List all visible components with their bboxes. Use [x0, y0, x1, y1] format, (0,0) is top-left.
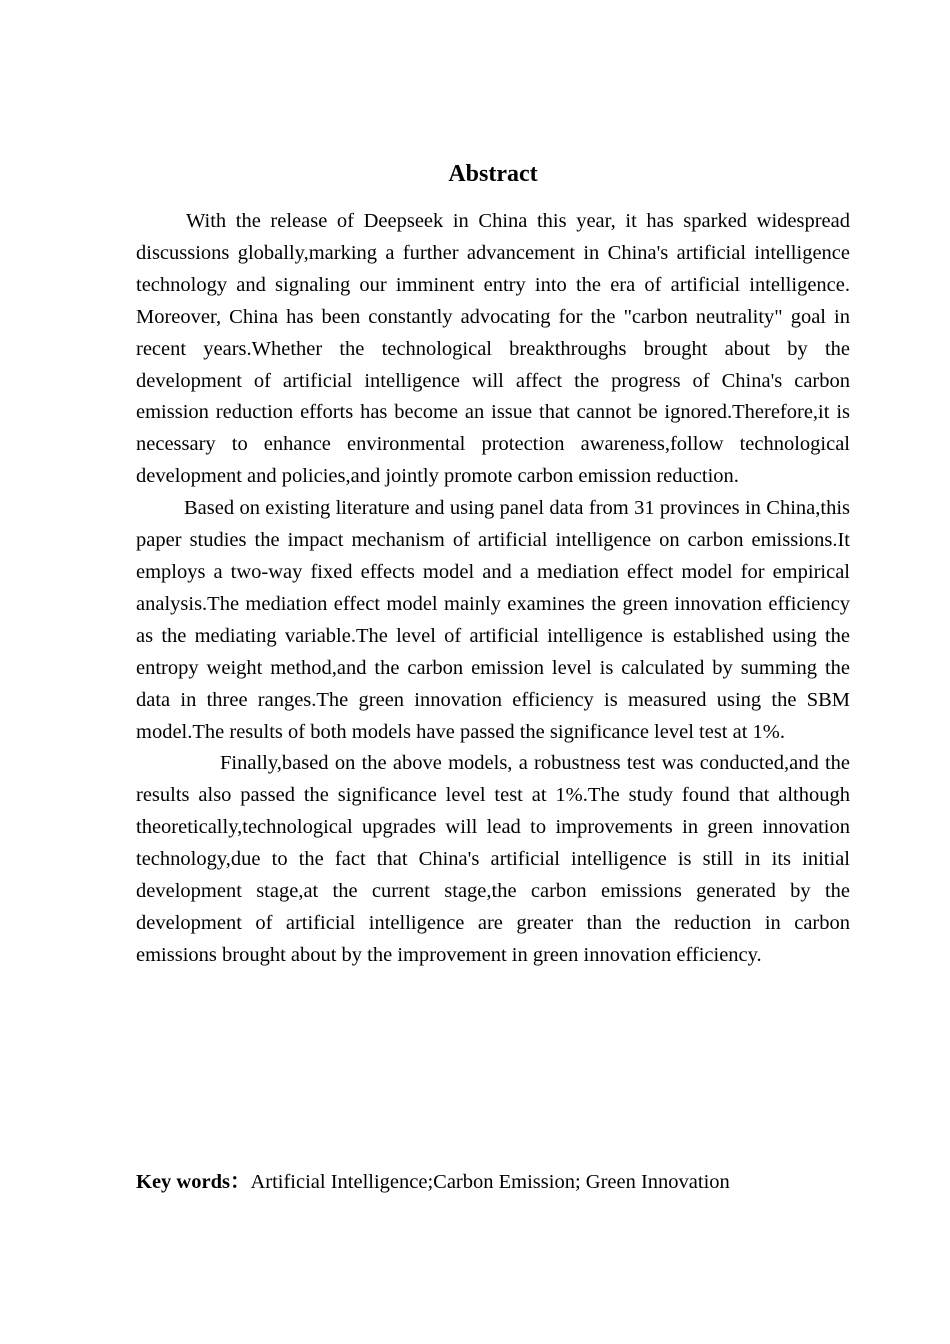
- keywords-line: [136, 1166, 916, 1198]
- abstract-body: [136, 206, 850, 972]
- abstract-paragraph-2: Based on existing literature and using panel data from 31 provinces in China,this paper studies the impact mechanism of artificial intelligence on carbon emissions.It employs a two-way fixed effects model and a mediation effect model for empirical analysis.The mediation effect model mainly examines the green innovation efficiency as the mediating variable.The level of artificial intelligence is established using the entropy weight method,and the carbon emission level is calculated by summing the data in three ranges.The green innovation efficiency is measured using the SBM model.The results of both models have passed the significance level test at 1%.: [136, 497, 850, 743]
- abstract-paragraph-1: With the release of Deepseek in China this year, it has sparked widespread discussions globally,marking a further advancement in China's artificial intelligence technology and signaling our imminent entry into the era of artificial intelligence. Moreover, China has been constantly advocating for the "carbon neutrality" goal in recent years.Whether the technological breakthroughs brought about by the development of artificial intelligence will affect the progress of China's carbon emission reduction efforts has become an issue that cannot be ignored.Therefore,it is necessary to enhance environmental protection awareness,follow technological development and policies,and jointly promote carbon emission reduction.: [136, 210, 850, 488]
- keywords-text: Artificial Intelligence;Carbon Emission; Green Innovation: [250, 1171, 730, 1193]
- abstract-paragraph-3: Finally,based on the above models, a robustness test was conducted,and the results also passed the significance level test at 1%.The study found that although theoretically,technological upgrades will lead to improvements in green innovation technology,due to the fact that China's artificial intelligence is still in its initial development stage,at the current stage,the carbon emissions generated by the development of artificial intelligence are greater than the reduction in carbon emissions brought about by the improvement in green innovation efficiency.: [136, 752, 850, 966]
- keywords-label: Key words：: [136, 1171, 251, 1193]
- abstract-heading: Abstract: [448, 161, 538, 187]
